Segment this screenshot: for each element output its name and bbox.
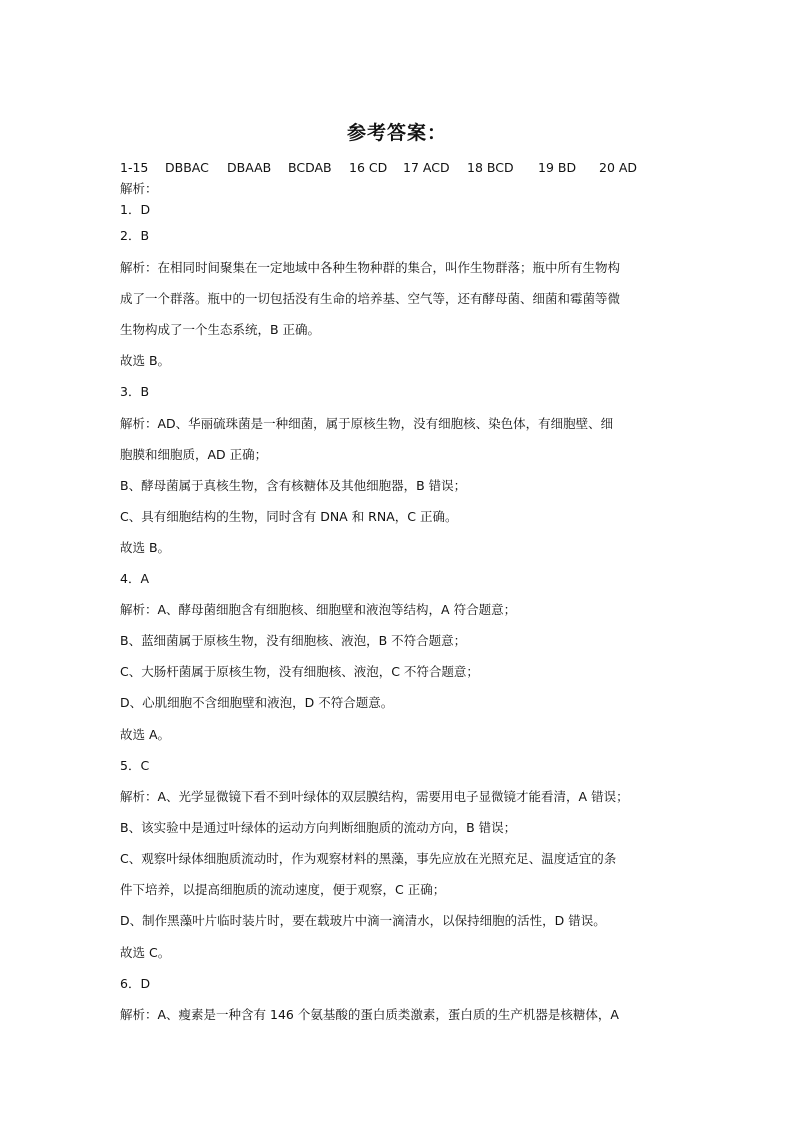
- explanation-line: 解析：在相同时间聚集在一定地域中各种生物种群的集合，叫作生物群落；瓶中所有生物构: [120, 260, 621, 275]
- explanation-line: 生物构成了一个生态系统，B 正确。: [120, 322, 321, 337]
- explanation-line: B、酵母菌属于真核生物，含有核糖体及其他细胞器，B 错误；: [120, 478, 467, 493]
- explanation-line: 解析：A、酵母菌细胞含有细胞核、细胞壁和液泡等结构，A 符合题意；: [120, 602, 517, 617]
- explanation-line: 成了一个群落。瓶中的一切包括没有生命的培养基、空气等，还有酵母菌、细菌和霉菌等微: [120, 291, 621, 306]
- answer-extra: 16 CD: [349, 160, 388, 175]
- explanation-heading: 解析：: [120, 181, 158, 196]
- answer-range-label: 1-15: [120, 160, 149, 175]
- explanation-line: 胞膜和细胞质，AD 正确；: [120, 447, 268, 462]
- explanation-line: C、具有细胞结构的生物，同时含有 DNA 和 RNA，C 正确。: [120, 509, 458, 524]
- question-number: 4．A: [120, 571, 150, 586]
- explanation-line: D、心肌细胞不含细胞壁和液泡，D 不符合题意。: [120, 695, 394, 710]
- explanation-line: D、制作黑藻叶片临时装片时，要在载玻片中滴一滴清水，以保持细胞的活性，D 错误。: [120, 913, 606, 928]
- explanation-line: 解析：A、瘦素是一种含有 146 个氨基酸的蛋白质类激素，蛋白质的生产机器是核糖体，A: [120, 1007, 619, 1022]
- answer-extra: 17 ACD: [403, 160, 450, 175]
- question-number: 6．D: [120, 976, 151, 991]
- conclusion-line: 故选 B。: [120, 540, 171, 555]
- question-number: 2．B: [120, 228, 150, 243]
- explanation-line: C、大肠杆菌属于原核生物，没有细胞核、液泡，C 不符合题意；: [120, 664, 479, 679]
- question-number: 3．B: [120, 384, 150, 399]
- explanation-line: B、蓝细菌属于原核生物，没有细胞核、液泡，B 不符合题意；: [120, 633, 467, 648]
- answer-group: BCDAB: [288, 160, 332, 175]
- explanation-line: 解析：AD、华丽硫珠菌是一种细菌，属于原核生物，没有细胞核、染色体，有细胞壁、细: [120, 416, 614, 431]
- explanation-line: B、该实验中是通过叶绿体的运动方向判断细胞质的流动方向，B 错误；: [120, 820, 517, 835]
- answer-group: DBAAB: [227, 160, 272, 175]
- answer-group: DBBAC: [165, 160, 209, 175]
- answer-extra: 18 BCD: [467, 160, 514, 175]
- conclusion-line: 故选 C。: [120, 945, 171, 960]
- page-title: 参考答案：: [346, 122, 447, 144]
- answer-extra: 20 AD: [599, 160, 638, 175]
- explanation-line: 解析：A、光学显微镜下看不到叶绿体的双层膜结构，需要用电子显微镜才能看清，A 错误；: [120, 789, 629, 804]
- explanation-line: 件下培养，以提高细胞质的流动速度，便于观察，C 正确；: [120, 882, 446, 897]
- question-number: 5．C: [120, 758, 150, 773]
- answer-extra: 19 BD: [538, 160, 577, 175]
- question-number: 1．D: [120, 202, 151, 217]
- conclusion-line: 故选 A。: [120, 727, 171, 742]
- explanation-line: C、观察叶绿体细胞质流动时，作为观察材料的黑藻，事先应放在光照充足、温度适宜的条: [120, 851, 617, 866]
- conclusion-line: 故选 B。: [120, 353, 171, 368]
